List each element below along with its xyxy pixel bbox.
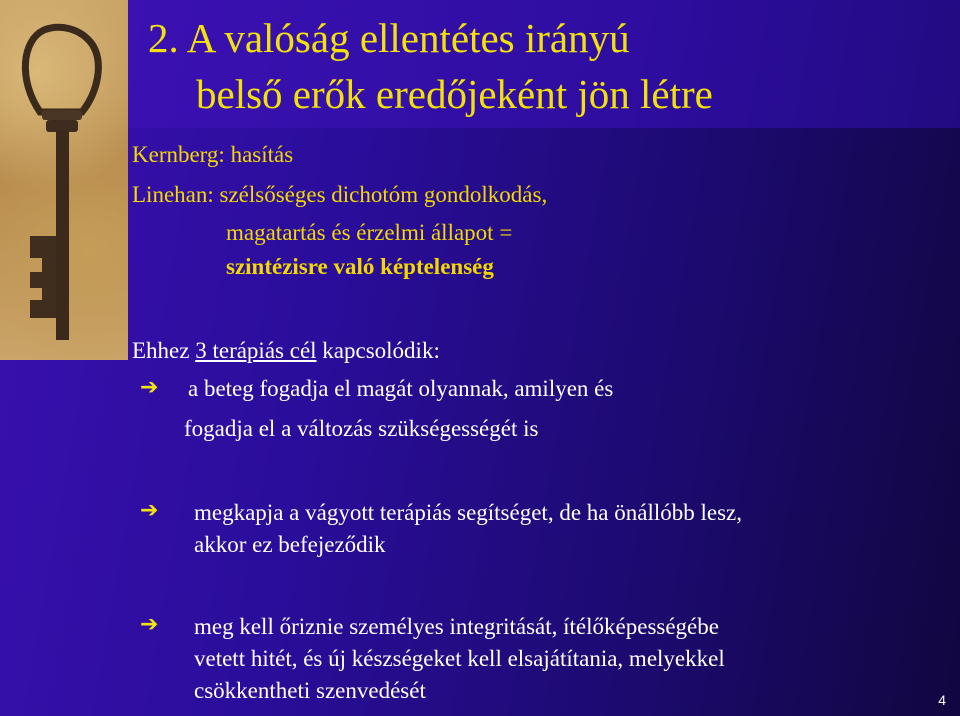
- right-arrow-icon: ➔: [140, 612, 159, 637]
- intro-underlined: 3 terápiás cél: [195, 338, 317, 363]
- goal-1-line-2: fogadja el a változás szükségességét is: [184, 416, 539, 441]
- intro-prefix: Ehhez: [132, 338, 196, 363]
- right-arrow-icon: ➔: [140, 498, 159, 523]
- slide-title-line-1: 2. A valóság ellentétes irányú: [148, 15, 630, 61]
- linehan-conclusion: szintézisre való képtelenség: [226, 254, 494, 279]
- antique-key-icon: [0, 0, 128, 360]
- goal-2-line-2: akkor ez befejeződik: [194, 532, 386, 557]
- goal-2-line-1: megkapja a vágyott terápiás segítséget, de ha önállóbb lesz,: [194, 500, 742, 525]
- therapy-goals-intro: [132, 336, 440, 366]
- kernberg-text: Kernberg: hasítás: [132, 142, 294, 167]
- linehan-text: Linehan: szélsőséges dichotóm gondolkodás,: [132, 182, 548, 207]
- goal-3-line-2: vetett hitét, és új készségeket kell elsajátítania, melyekkel: [194, 646, 725, 671]
- key-image: [0, 0, 128, 360]
- intro-suffix: kapcsolódik:: [316, 338, 440, 363]
- linehan-continuation: magatartás és érzelmi állapot =: [226, 220, 513, 245]
- slide-title-line-2: belső erők eredőjeként jön létre: [196, 71, 713, 117]
- goal-1-line-1: a beteg fogadja el magát olyannak, amilyen és: [188, 376, 614, 401]
- page-number: 4: [938, 692, 946, 708]
- goal-3-line-1: meg kell őriznie személyes integritását, ítélőképességébe: [194, 614, 719, 639]
- goal-3-line-3: csökkentheti szenvedését: [194, 678, 426, 703]
- right-arrow-icon: ➔: [140, 375, 159, 400]
